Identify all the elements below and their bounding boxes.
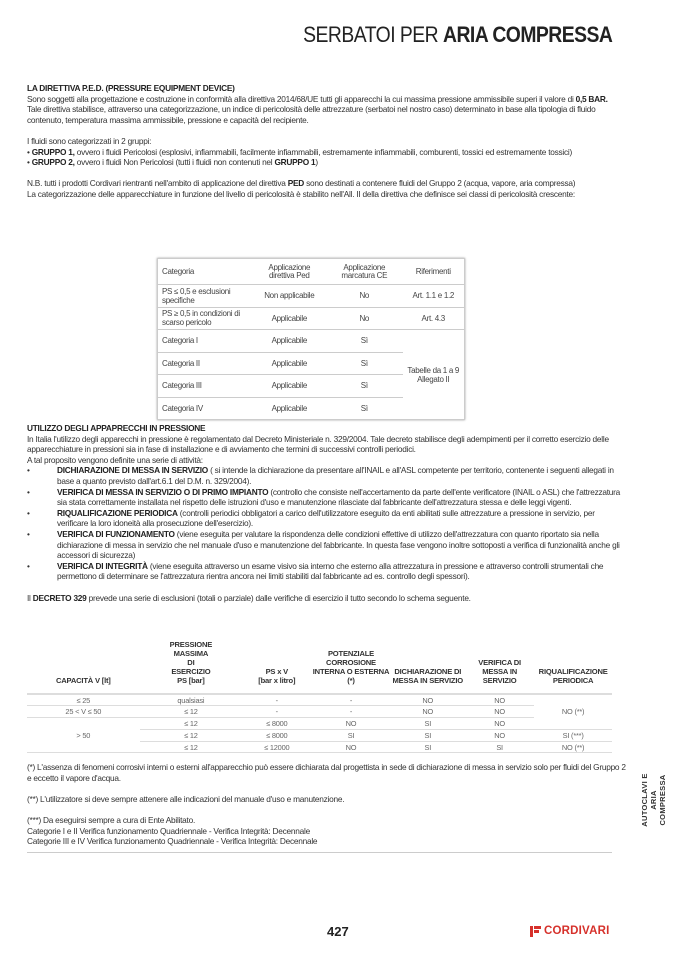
logo-text: CORDIVARI	[544, 925, 610, 937]
cell: -	[311, 694, 390, 706]
text-bold: GRUPPO 1	[274, 157, 316, 168]
cell: ≤ 12	[140, 729, 243, 741]
bullet-item: • VERIFICA DI MESSA IN SERVIZIO O DI PRIMO IMPIANTO (controllo che consiste nell'accertamento da parte dell'ente verificatore (INAIL o ASL) che l'attrezzatura sia stata correttamente installata nel rispetto delle istruzioni d'uso e manutenzione rilasciate dal fabbricante dell'attrezzatura stessa e delle leggi vigenti.	[27, 486, 621, 508]
header-cell: PRESSIONE MASSIMA DI ESERCIZIO PS [bar]	[140, 640, 243, 694]
page-title	[303, 22, 612, 48]
cell: Sì	[326, 352, 402, 375]
cell: -	[242, 706, 311, 718]
cell: Applicabile	[253, 375, 327, 398]
cell: -	[242, 694, 311, 706]
cell: Categoria II	[158, 352, 253, 375]
table-row	[27, 706, 612, 718]
text: (controllo che consiste nell'accertamento da parte dell'ente verificatore (INAIL o ASL) che l'attrezzatura sia stata correttamente installata nel rispetto delle istruzioni d'uso e manutenzione rilasciate dal fabbricante dell'attrezzatura stessa e delle leggi vigenti.	[57, 486, 621, 508]
table-header-row	[27, 640, 612, 694]
cell: SI	[311, 729, 390, 741]
text-bold: VERIFICA DI MESSA IN SERVIZIO O DI PRIMO IMPIANTO	[57, 486, 269, 497]
side-section-label	[640, 765, 667, 835]
cell: NO	[465, 694, 534, 706]
table-row	[27, 718, 612, 730]
text-bold: GRUPPO 2,	[31, 157, 75, 168]
text: N.B. tutti i prodotti Cordivari rientranti nell'ambito di applicazione del direttiva	[27, 178, 288, 189]
cell: Non applicabile	[253, 285, 327, 308]
usage-section	[27, 423, 627, 603]
usage-p1: In Italia l'utilizzo degli apparecchi in pressione è regolamentato dal Decreto Ministeriale n. 329/2004. Tale decreto stabilisce degli adempimenti per il corretto esercizio delle apparecchiature in pressioni sia in fase di installazione e di avviamento che termini di successivi controlli periodici.	[27, 433, 609, 455]
cell: No	[326, 307, 402, 330]
decree-329-table	[27, 640, 612, 753]
cell: SI	[391, 718, 465, 730]
cell: NO	[391, 694, 465, 706]
footnote: (*) L'assenza di fenomeni corrosivi interni o esterni all'apparecchio può essere dichiarata dal progettista in sede di dichiarazione di messa in servizio solo per fluidi del Gruppo 2 e eccetto il vapore d'acqua.	[27, 762, 626, 783]
header-cell: CAPACITÀ V [lt]	[27, 640, 140, 694]
cell: NO	[311, 718, 390, 730]
table-row	[158, 330, 465, 353]
header-cell: Applicazione direttiva Ped	[253, 259, 327, 285]
text-bold: VERIFICA DI FUNZIONAMENTO	[57, 528, 175, 539]
cell: ≤ 8000	[242, 729, 311, 741]
text: Il	[27, 592, 33, 603]
cell: NO	[465, 718, 534, 730]
text: (viene eseguita per valutare la rispondenza delle condizioni effettive di utilizzo dell'attrezzatura con quanto riportato sia nella dichiarazione di messa in servizio che nel manuale d'uso e manutenzione del fabbricante. In questa fase vengono inoltre sottoposti a verifica di funzionalità anche gli accessori di sicurezza)	[57, 528, 620, 561]
cell: Categoria IV	[158, 397, 253, 420]
usage-p2: A tal proposito vengono definite una serie di attività:	[27, 454, 203, 465]
usage-heading: UTILIZZO DEGLI APPAPRECCHI IN PRESSIONE	[27, 423, 206, 433]
header-cell: Categoria	[158, 259, 253, 285]
text-bold: GRUPPO 1,	[31, 146, 75, 157]
group1: • GRUPPO 1, ovvero i fluidi Pericolosi (esplosivi, infiammabili, facilmente infiammabili, estremamente infiammabili, comburenti, tossici ed estremamente tossici)	[27, 146, 573, 157]
cell: Art. 1.1 e 1.2	[403, 285, 465, 308]
text: ( si intende la dichiarazione da presentare all'INAIL e all'ASL competente per territorio, contenente i seguenti allegati in base a quanto previsto dall'art.6.1 del D.M. n. 329/2004).	[57, 465, 614, 486]
bullet-item: • VERIFICA DI FUNZIONAMENTO (viene eseguita per valutare la rispondenza delle condizioni effettive di utilizzo dell'attrezzatura con quanto riportato sia nella dichiarazione di messa in servizio che nel manuale d'uso e manutenzione del fabbricante. In questa fase vengono inoltre sottoposti a verifica di funzionalità anche gli accessori di sicurezza)	[27, 528, 620, 561]
cell: ≤ 12	[140, 741, 243, 753]
ped-p1	[27, 94, 627, 105]
header-cell: PS x V [bar x litro]	[242, 640, 311, 694]
ped-p2: Tale direttiva stabilisce, attraverso una categorizzazione, un indice di pericolosità delle attrezzature (serbatoi nel nostro caso) determinato in base alla tipologia di fluido contenuto, temperatura massima ammissibile, pressione e capacità del recipiente.	[27, 104, 596, 125]
cell: NO (**)	[534, 694, 612, 729]
text: ovvero i fluidi Pericolosi (esplosivi, infiammabili, facilmente infiammabili, estremamente infiammabili, comburenti, tossici ed estremamente tossici)	[74, 146, 573, 157]
cell: NO	[465, 706, 534, 718]
cell: ≤ 12000	[242, 741, 311, 753]
table-row	[158, 307, 465, 330]
text-bold: 0,5 BAR.	[575, 93, 608, 104]
text-bold: DECRETO 329	[32, 592, 87, 603]
cell: NO (**)	[534, 741, 612, 753]
cell: SI	[391, 729, 465, 741]
cell: qualsiasi	[140, 694, 243, 706]
usage-p3	[27, 593, 627, 604]
text: (controlli periodici obbligatori a carico dell'utilizzatore eseguito da enti abilitati sulle attrezzature a pressione in servizio, per verificare la loro idoneità alla prosecuzione dell'esercizio).	[57, 507, 595, 529]
cell: Applicabile	[253, 352, 327, 375]
header-cell: VERIFICA DI MESSA IN SERVIZIO	[465, 640, 534, 694]
text: sono destinati a contenere fluidi del Gruppo 2 (acqua, vapore, aria compressa)	[304, 178, 576, 189]
header-cell: RIQUALIFICAZIONE PERIODICA	[534, 640, 612, 694]
cell: -	[311, 706, 390, 718]
header-cell: Riferimenti	[403, 259, 465, 285]
cell: Tabelle da 1 a 9 Allegato II	[403, 330, 465, 420]
cell: 25 < V ≤ 50	[27, 706, 140, 718]
cell: PS ≤ 0,5 e esclusioni specifiche	[158, 285, 253, 308]
bullet-item: • DICHIARAZIONE DI MESSA IN SERVIZIO ( si intende la dichiarazione da presentare all'INAIL e all'ASL competente per territorio, contenente i seguenti allegati in base a quanto previsto dall'art.6.1 del D.M. n. 329/2004).	[27, 465, 614, 486]
cell: Categoria I	[158, 330, 253, 353]
text-bold: RIQUALIFICAZIONE PERIODICA	[57, 507, 178, 518]
bullet-item: • RIQUALIFICAZIONE PERIODICA (controlli periodici obbligatori a carico dell'utilizzatore eseguito da enti abilitati sulle attrezzature a pressione in servizio, per verificare la loro idoneità alla prosecuzione dell'esercizio).	[27, 507, 595, 529]
text: (viene eseguita attraverso un esame visivo sia interno che esterno alla attrezzatura in pressione e attraverso controlli strumentali che permettono di determinare se l'attrezzatura rientra ancora nei limiti stabiliti dal fabbricante ad es. controllo degli spessori).	[57, 560, 604, 582]
ped-section	[27, 83, 627, 200]
cell: NO	[391, 706, 465, 718]
ped-category-table	[157, 258, 465, 420]
header-cell: DICHIARAZIONE DI MESSA IN SERVIZIO	[391, 640, 465, 694]
cell: Categoria III	[158, 375, 253, 398]
cell: ≤ 25	[27, 694, 140, 706]
side-label-line: ARIA COMPRESSA	[649, 774, 667, 826]
page-number: 427	[327, 924, 349, 939]
cell: NO	[311, 741, 390, 753]
cell: > 50	[27, 718, 140, 753]
cordivari-logo	[530, 925, 609, 937]
cell: Applicabile	[253, 307, 327, 330]
footnote: (***) Da eseguirsi sempre a cura di Ente Abilitato.	[27, 814, 196, 825]
cell: Applicabile	[253, 397, 327, 420]
logo-mark-icon	[530, 926, 541, 937]
table-row	[158, 285, 465, 308]
header-cell: Applicazione marcatura CE	[326, 259, 402, 285]
cell: SI	[465, 741, 534, 753]
bullet-item: • VERIFICA DI INTEGRITÀ (viene eseguita attraverso un esame visivo sia interno che esterno alla attrezzatura in pressione e attraverso controlli strumentali che permettono di determinare se l'attrezzatura rientra ancora nei limiti stabiliti dal fabbricante ad es. controllo degli spessori).	[27, 560, 604, 582]
table-row	[27, 694, 612, 706]
cell: NO	[465, 729, 534, 741]
text-bold: PED	[287, 178, 305, 189]
footnote: Categorie I e II Verifica funzionamento Quadriennale - Verifica Integrità: Decennale	[27, 825, 310, 836]
text: )	[315, 157, 318, 168]
cell: SI	[391, 741, 465, 753]
cell: SI (***)	[534, 729, 612, 741]
title-light: SERBATOI PER	[302, 22, 443, 47]
cell: Sì	[326, 375, 402, 398]
cell: ≤ 8000	[242, 718, 311, 730]
side-label-line: AUTOCLAVI E	[640, 773, 649, 827]
cell: ≤ 12	[140, 706, 243, 718]
cell: Sì	[326, 330, 402, 353]
cell: ≤ 12	[140, 718, 243, 730]
ped-heading: LA DIRETTIVA P.E.D. (PRESSURE EQUIPMENT DEVICE)	[27, 83, 235, 93]
header-cell: POTENZIALE CORROSIONE INTERNA O ESTERNA (*)	[311, 640, 390, 694]
group2: • GRUPPO 2, ovvero i fluidi Non Pericolosi (tutti i fluidi non contenuti nel GRUPPO 1)	[27, 157, 318, 168]
cell: Art. 4.3	[403, 307, 465, 330]
footnote: (**) L'utilizzatore si deve sempre attenere alle indicazioni del manuale d'uso e manutenzione.	[27, 793, 345, 804]
ped-p4: La categorizzazione delle apparecchiature in funzione del livello di pericolosità è stabilito nell'All. II della direttiva che definisce sei classi di pericolosità crescente:	[27, 188, 575, 199]
cell: PS ≥ 0,5 in condizioni di scarso pericolo	[158, 307, 253, 330]
text: ovvero i fluidi Non Pericolosi (tutti i fluidi non contenuti nel	[74, 157, 275, 168]
nb	[27, 178, 627, 189]
cell: No	[326, 285, 402, 308]
cell: Sì	[326, 397, 402, 420]
footnote: Categorie III e IV Verifica funzionamento Quadriennale - Verifica Integrità: Decennale	[27, 836, 318, 847]
title-bold: ARIA COMPRESSA	[442, 22, 612, 47]
text: Sono soggetti alla progettazione e costruzione in conformità alla direttiva 2014/68/UE tutti gli apparecchi la cui massima pressione ammissibile superi il valore di	[27, 93, 576, 104]
text-bold: VERIFICA DI INTEGRITÀ	[57, 560, 148, 571]
footnotes	[27, 762, 627, 847]
ped-p3: I fluidi sono categorizzati in 2 gruppi:	[27, 135, 152, 146]
text-bold: DICHIARAZIONE DI MESSA IN SERVIZIO	[57, 465, 209, 476]
divider	[27, 852, 612, 853]
text: prevede una serie di esclusioni (totali o parziale) dalle verifiche di esercizio il tutto secondo lo schema seguente.	[86, 592, 471, 603]
table-header-row	[158, 259, 465, 285]
cell: Applicabile	[253, 330, 327, 353]
